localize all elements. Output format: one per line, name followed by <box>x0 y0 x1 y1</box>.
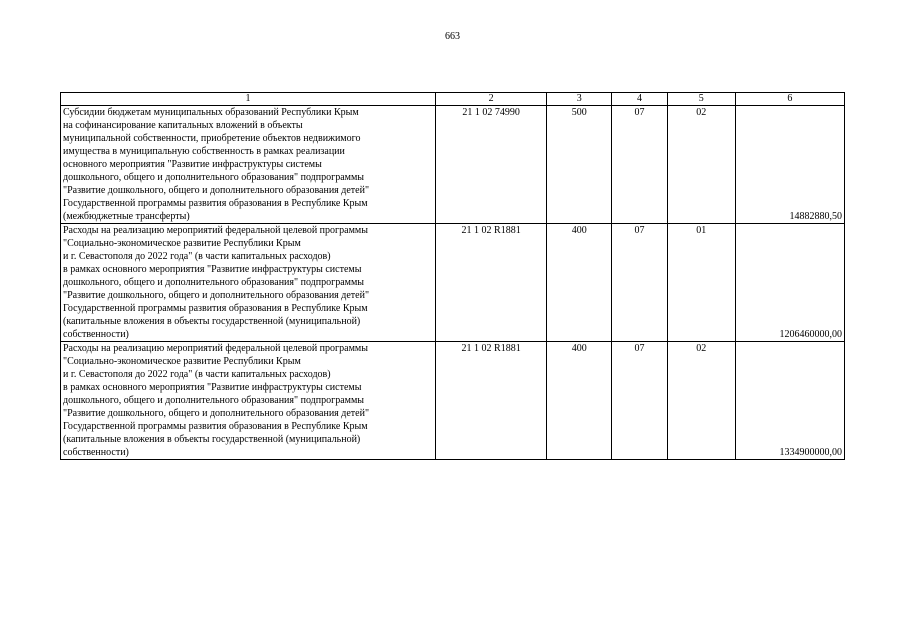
row-expense-type: 500 <box>547 106 612 224</box>
row-section: 07 <box>612 106 668 224</box>
row-subsection: 02 <box>667 342 735 460</box>
row-section: 07 <box>612 342 668 460</box>
table-row <box>61 342 845 460</box>
row-description: Расходы на реализацию мероприятий федеральной целевой программы "Социально-экономическое развитие Республики Крым и г. Севастополя до 2022 года" (в части капитальных расходов) в рамках основного мероприятия "Развитие инфраструктуры системы дошкольного, общего и дополнительного образования" подпрограммы "Развитие дошкольного, общего и дополнительного образования детей" Государственной программы развития образования в Республике Крым (капитальные вложения в объекты государственной (муниципальной) собственности) <box>61 342 436 460</box>
column-header: 5 <box>667 93 735 106</box>
row-target-code: 21 1 02 R1881 <box>436 224 547 342</box>
column-header: 3 <box>547 93 612 106</box>
row-subsection: 01 <box>667 224 735 342</box>
row-amount: 14882880,50 <box>735 106 844 224</box>
budget-table <box>60 92 845 460</box>
row-target-code: 21 1 02 R1881 <box>436 342 547 460</box>
column-header: 4 <box>612 93 668 106</box>
column-header: 1 <box>61 93 436 106</box>
row-amount: 1334900000,00 <box>735 342 844 460</box>
row-description: Расходы на реализацию мероприятий федеральной целевой программы "Социально-экономическое развитие Республики Крым и г. Севастополя до 2022 года" (в части капитальных расходов) в рамках основного мероприятия "Развитие инфраструктуры системы дошкольного, общего и дополнительного образования" подпрограммы "Развитие дошкольного, общего и дополнительного образования детей" Государственной программы развития образования в Республике Крым (капитальные вложения в объекты государственной (муниципальной) собственности) <box>61 224 436 342</box>
row-amount: 1206460000,00 <box>735 224 844 342</box>
row-expense-type: 400 <box>547 342 612 460</box>
row-expense-type: 400 <box>547 224 612 342</box>
column-header: 6 <box>735 93 844 106</box>
table-row <box>61 224 845 342</box>
row-description: Субсидии бюджетам муниципальных образований Республики Крым на софинансирование капитальных вложений в объекты муниципальной собственности, приобретение объектов недвижимого имущества в муниципальную собственность в рамках реализации основного мероприятия "Развитие инфраструктуры системы дошкольного, общего и дополнительного образования" подпрограммы "Развитие дошкольного, общего и дополнительного образования детей" Государственной программы развития образования в Республике Крым (межбюджетные трансферты) <box>61 106 436 224</box>
row-section: 07 <box>612 224 668 342</box>
table-row <box>61 106 845 224</box>
table-header-row <box>61 93 845 106</box>
column-header: 2 <box>436 93 547 106</box>
row-subsection: 02 <box>667 106 735 224</box>
page-number: 663 <box>445 31 460 42</box>
row-target-code: 21 1 02 74990 <box>436 106 547 224</box>
